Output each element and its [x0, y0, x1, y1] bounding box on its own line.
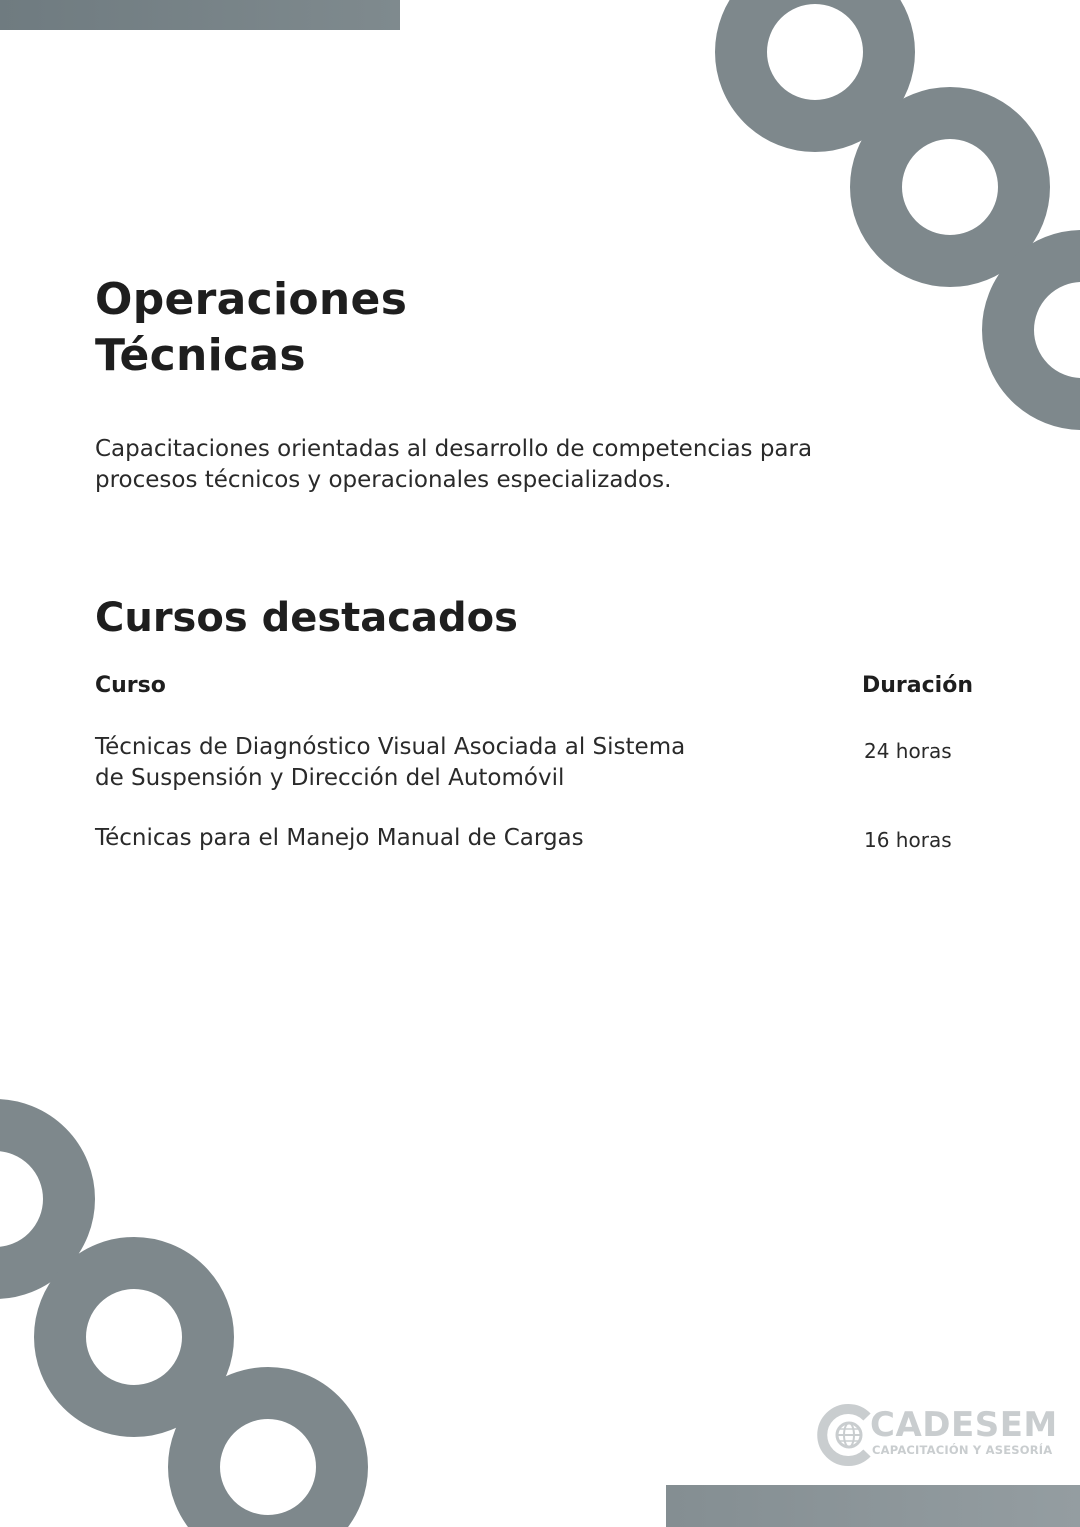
- intro-paragraph: [95, 434, 975, 496]
- course-duration: 16 horas: [864, 828, 952, 852]
- course-name-line: Técnicas para el Manejo Manual de Cargas: [95, 825, 584, 851]
- course-name: [95, 732, 795, 794]
- cadesem-logo: [815, 1403, 1058, 1467]
- section-title-courses: Cursos destacados: [95, 595, 518, 641]
- logo-tagline: CAPACITACIÓN Y ASESORÍA: [872, 1443, 1053, 1457]
- decorative-ring-pattern-top: [700, 0, 1080, 430]
- course-name: [95, 823, 795, 854]
- page-title-line: Técnicas: [95, 330, 306, 381]
- decorative-ring-pattern-bottom: [0, 1095, 380, 1527]
- top-accent-bar: [0, 0, 400, 30]
- course-name-line: Técnicas de Diagnóstico Visual Asociada al Sistema: [95, 734, 686, 760]
- course-duration: 24 horas: [864, 739, 952, 763]
- logo-brand-name: CADESEM: [870, 1405, 1058, 1445]
- intro-line: Capacitaciones orientadas al desarrollo de competencias para: [95, 436, 813, 462]
- intro-line: procesos técnicos y operacionales especializados.: [95, 467, 672, 493]
- column-header-course: Curso: [95, 673, 166, 698]
- page-title: [95, 272, 407, 384]
- column-header-duration: Duración: [862, 673, 973, 698]
- bottom-accent-bar: [666, 1485, 1080, 1527]
- course-name-line: de Suspensión y Dirección del Automóvil: [95, 765, 565, 791]
- page-title-line: Operaciones: [95, 274, 408, 325]
